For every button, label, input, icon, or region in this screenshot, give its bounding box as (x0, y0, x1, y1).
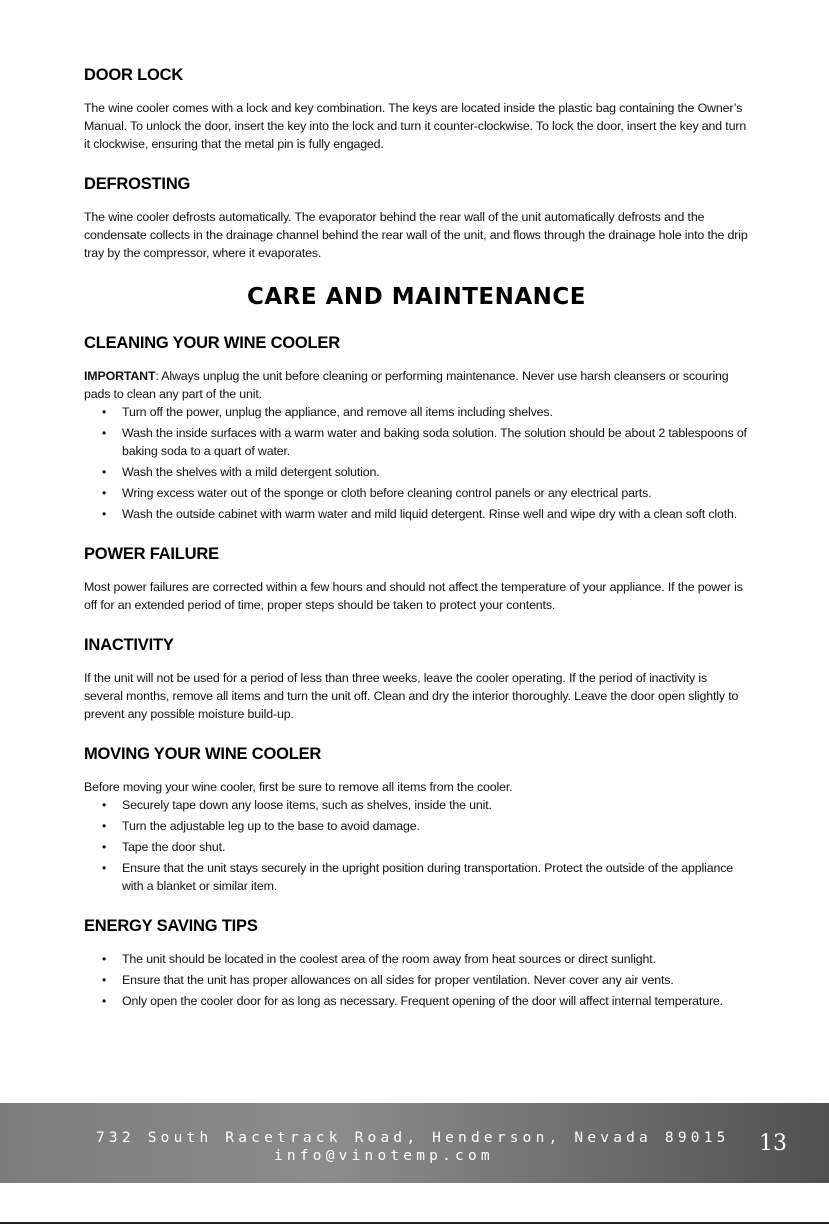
bullet-icon: • (102, 405, 107, 419)
list-item (84, 796, 749, 814)
door-lock-text: The wine cooler comes with a lock and key combination. The keys are located inside the plastic bag containing the Owner’s Manual. To unlock the door, insert the key into the lock and turn it counter-clockwise. To lock the door, insert the key and turn it clockwise, ensuring that the metal pin is fully engaged. (84, 101, 747, 151)
page-number: 13 (759, 1131, 787, 1156)
list-item (84, 505, 749, 523)
power-failure-section (84, 545, 749, 614)
page-footer (0, 1103, 829, 1183)
bullet-icon: • (102, 819, 107, 833)
list-item-text: Only open the cooler door for as long as necessary. Frequent opening of the door will affect internal temperature. (122, 994, 723, 1008)
bullet-icon: • (102, 861, 107, 875)
list-item (84, 859, 749, 895)
list-item (84, 971, 749, 989)
important-text: : Always unplug the unit before cleaning or performing maintenance. Never use harsh cleansers or scouring pads to clean any part of the unit. (84, 369, 729, 401)
bullet-icon: • (102, 994, 107, 1008)
list-item-text: Wash the inside surfaces with a warm water and baking soda solution. The solution should be about 2 tablespoons of baking soda to a quart of water. (122, 426, 747, 458)
list-item (84, 403, 749, 421)
list-item (84, 817, 749, 835)
bullet-icon: • (102, 486, 107, 500)
footer-email: info@vinotemp.com (274, 1148, 494, 1164)
cleaning-important-note (84, 367, 749, 403)
moving-intro: Before moving your wine cooler, first be sure to remove all items from the cooler. (84, 780, 513, 794)
list-item-text: Ensure that the unit stays securely in the upright position during transportation. Protect the outside of the appliance with a blanket or similar item. (122, 861, 734, 893)
list-item-text: Wash the shelves with a mild detergent solution. (122, 465, 380, 479)
inactivity-text: If the unit will not be used for a period of less than three weeks, leave the cooler operating. If the period of inactivity is several months, remove all items and turn the unit off. Clean and dry the interior thoroughly. Leave the door open slightly to prevent any possible moisture build-up. (84, 671, 739, 721)
important-label: IMPORTANT (84, 369, 156, 383)
list-item-text: Turn off the power, unplug the appliance, and remove all items including shelves. (122, 405, 553, 419)
list-item-text: Securely tape down any loose items, such as shelves, inside the unit. (122, 798, 492, 812)
list-item (84, 484, 749, 502)
inactivity-section (84, 636, 749, 723)
bullet-icon: • (102, 507, 107, 521)
list-item (84, 992, 749, 1010)
bullet-icon: • (102, 798, 107, 812)
power-failure-text: Most power failures are corrected within a few hours and should not affect the temperature of your appliance. If the power is off for an extended period of time, proper steps should be taken to protect your contents. (84, 580, 743, 612)
defrosting-section (84, 175, 749, 262)
footer-address: 732 South Racetrack Road, Henderson, Nevada 89015 (96, 1130, 730, 1146)
door-lock-section (84, 66, 749, 153)
energy-section (84, 917, 749, 1010)
page-content (84, 66, 749, 1032)
bullet-icon: • (102, 465, 107, 479)
list-item-text: Tape the door shut. (122, 840, 226, 854)
moving-section (84, 745, 749, 895)
moving-steps-list (84, 796, 749, 895)
care-maintenance-heading: CARE AND MAINTENANCE (246, 284, 587, 310)
list-item (84, 463, 749, 481)
list-item-text: The unit should be located in the coolest area of the room away from heat sources or direct sunlight. (122, 952, 656, 966)
list-item-text: Ensure that the unit has proper allowances on all sides for proper ventilation. Never cover any air vents. (122, 973, 674, 987)
section-title-energy: ENERGY SAVING TIPS (84, 917, 258, 935)
list-item-text: Turn the adjustable leg up to the base to avoid damage. (122, 819, 420, 833)
section-title-door-lock: DOOR LOCK (84, 66, 184, 84)
list-item (84, 950, 749, 968)
section-title-power-failure: POWER FAILURE (84, 545, 219, 563)
bullet-icon: • (102, 952, 107, 966)
bottom-divider (0, 1222, 829, 1224)
cleaning-steps-list (84, 403, 749, 523)
list-item-text: Wring excess water out of the sponge or cloth before cleaning control panels or any electrical parts. (122, 486, 652, 500)
section-title-moving: MOVING YOUR WINE COOLER (84, 745, 322, 763)
defrosting-text: The wine cooler defrosts automatically. The evaporator behind the rear wall of the unit automatically defrosts and the condensate collects in the drainage channel behind the rear wall of the unit, and flows through the drainage hole into the drip tray by the compressor, where it evaporates. (84, 210, 748, 260)
cleaning-section (84, 334, 749, 523)
list-item (84, 838, 749, 856)
bullet-icon: • (102, 973, 107, 987)
bullet-icon: • (102, 840, 107, 854)
bullet-icon: • (102, 426, 107, 440)
section-title-inactivity: INACTIVITY (84, 636, 174, 654)
section-title-defrosting: DEFROSTING (84, 175, 191, 193)
energy-tips-list (84, 950, 749, 1010)
list-item (84, 424, 749, 460)
list-item-text: Wash the outside cabinet with warm water and mild liquid detergent. Rinse well and wipe dry with a clean soft cloth. (122, 507, 738, 521)
section-title-cleaning: CLEANING YOUR WINE COOLER (84, 334, 340, 352)
